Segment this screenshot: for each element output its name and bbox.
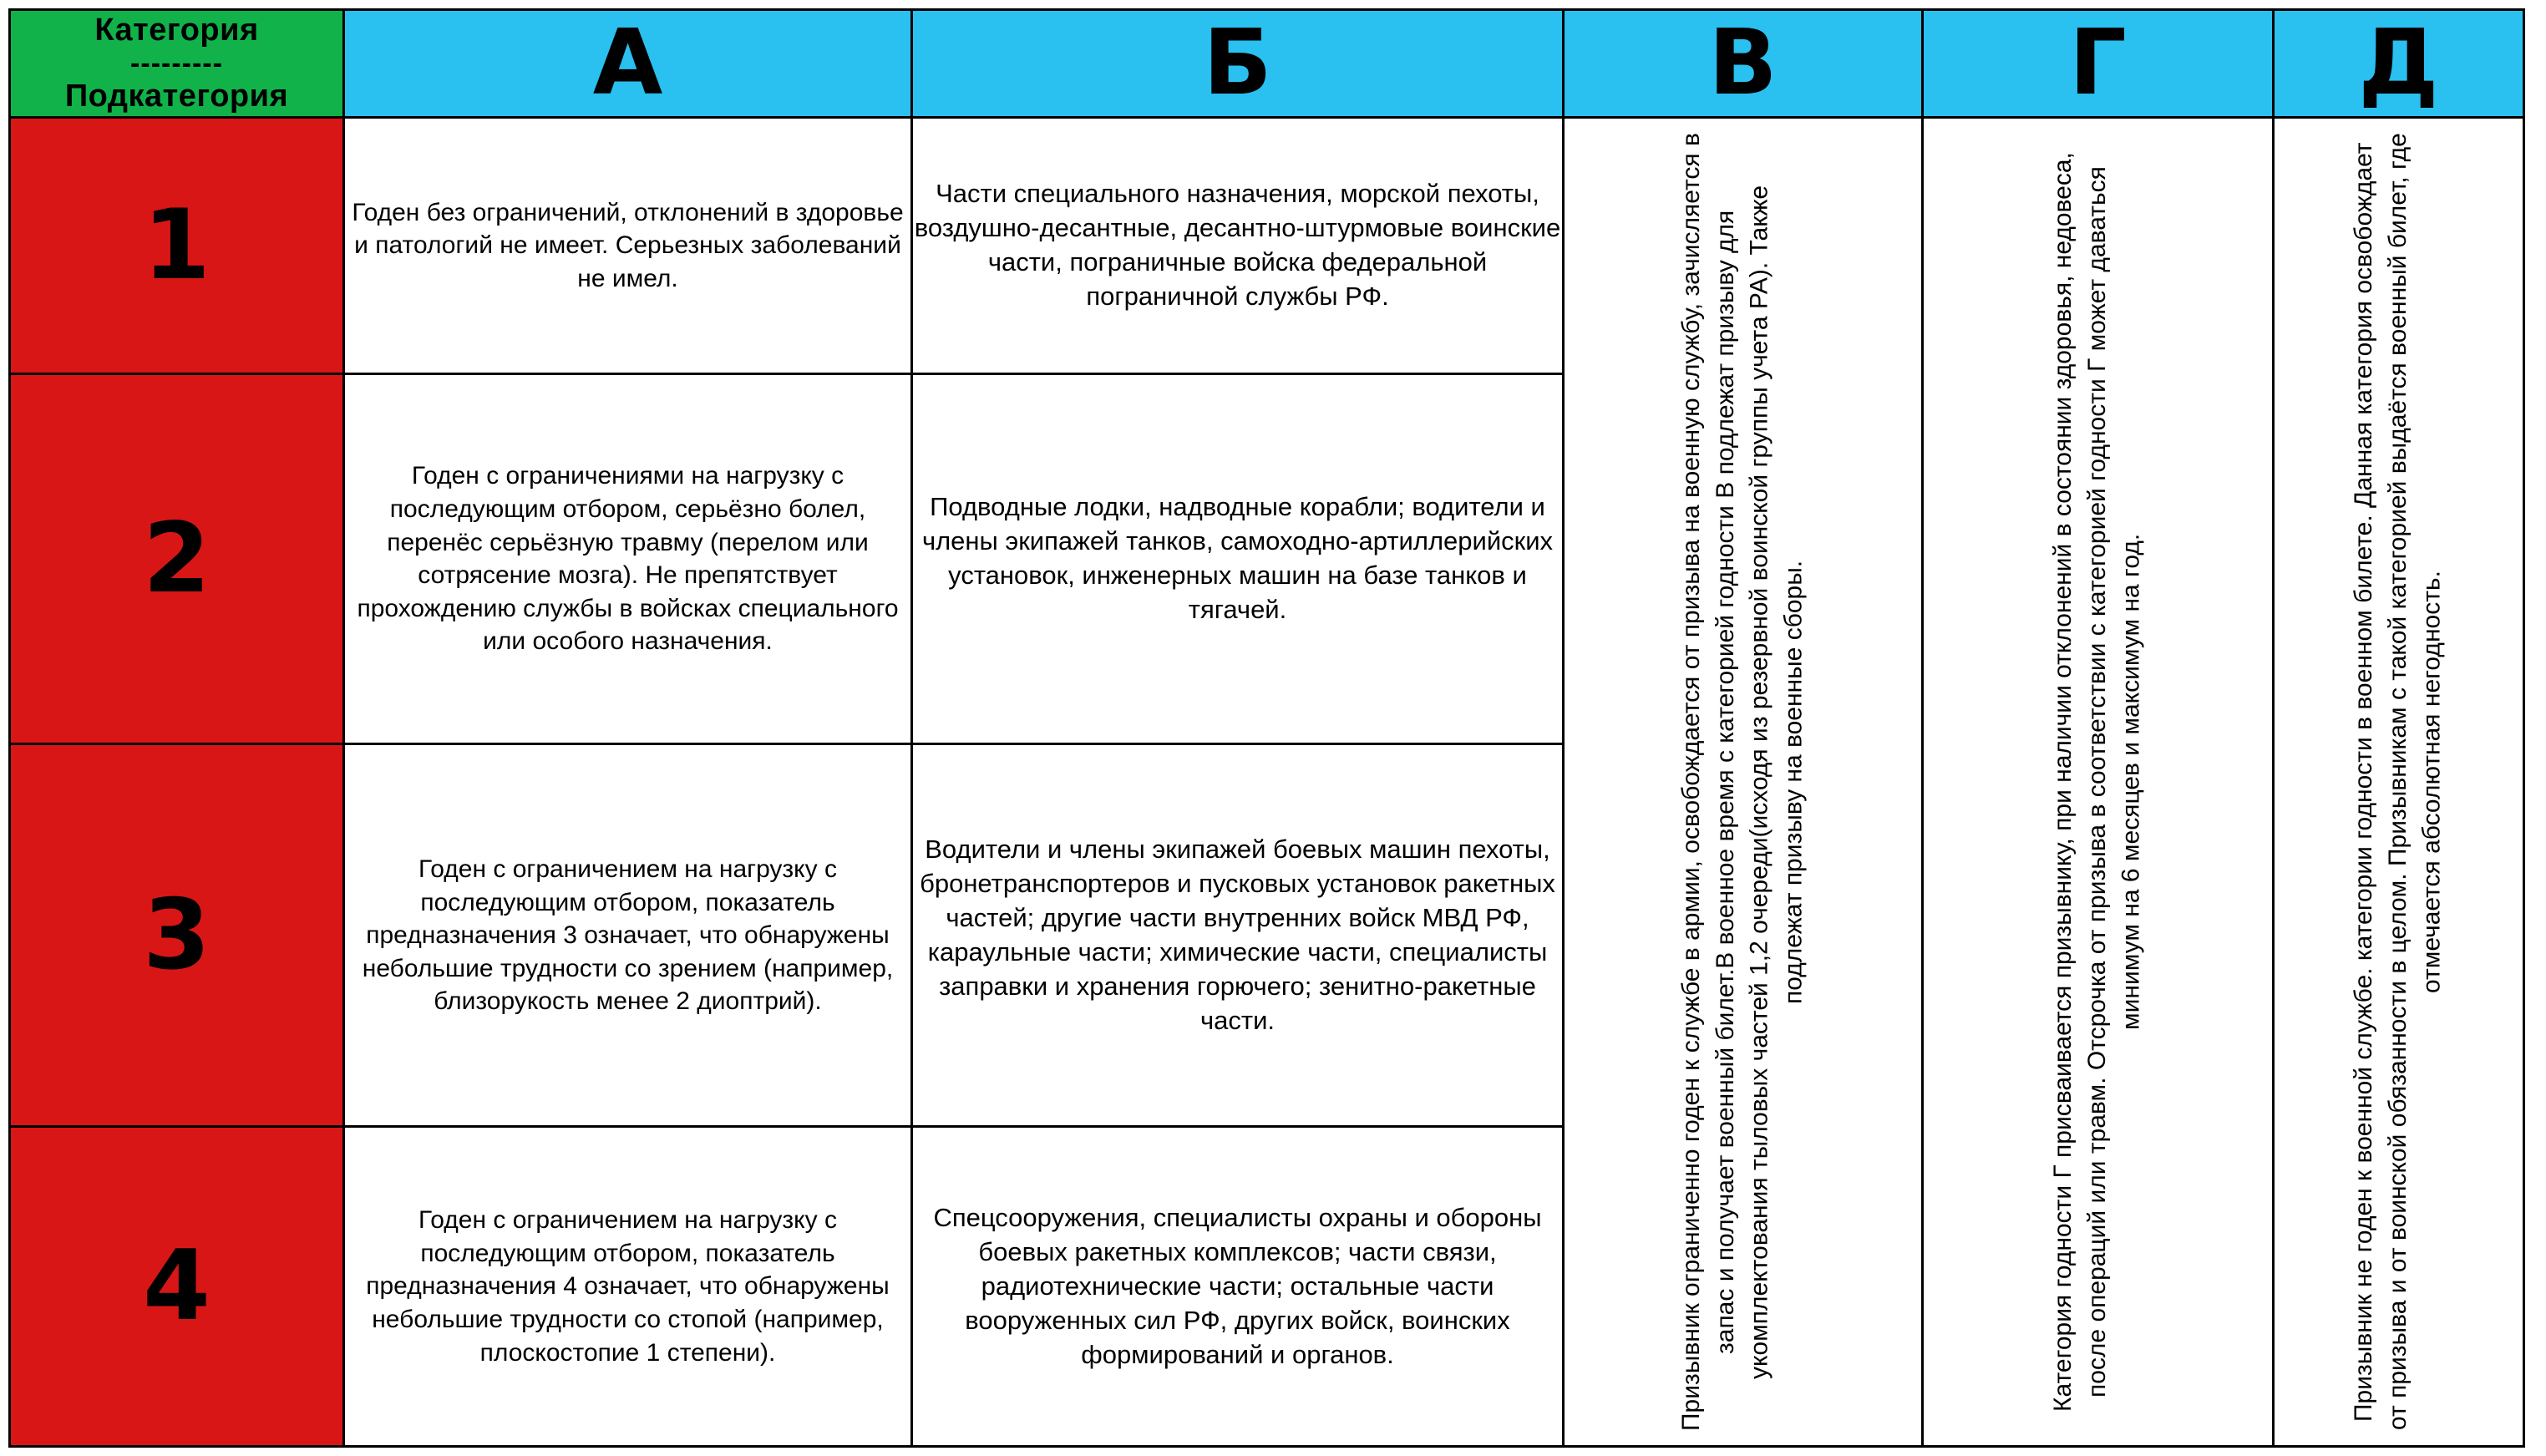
subcategory-number-2: [10, 374, 344, 744]
fitness-categories-table: [8, 8, 2525, 1448]
cell-d-text: Призывник не годен к военной службе. категории годности в военном билете. Данная категория освобождает от призыва и от воинской обязанности в целом. Призывникам с такой категорией выдаётся военный билет, где отмечается абсолютная негодность.: [2350, 133, 2446, 1431]
cell-a-1: [344, 117, 912, 373]
cell-b-4-text: Спецсооружения, специалисты охраны и обороны боевых ракетных комплексов; части связи, радиотехнические части; остальные части вооруженных сил РФ, других войск, воинских формирований и органов.: [933, 1202, 1542, 1369]
header-column-a: [344, 10, 912, 118]
cell-a-1-text: Годен без ограничений, отклонений в здоровье и патологий не имеет. Серьезных заболеваний не имел.: [352, 198, 904, 292]
cell-b-2-text: Подводные лодки, надводные корабли; водители и члены экипажей танков, самоходно-артиллерийских установок, инженерных машин на базе танков и тягачей.: [921, 492, 1554, 625]
subcategory-number-label: 2: [143, 502, 210, 616]
cell-g-merged: [1923, 117, 2274, 1446]
header-column-b: [912, 10, 1564, 118]
header-letter-g: Г: [2069, 11, 2127, 116]
cell-a-3: [344, 744, 912, 1127]
header-category-label: Категория: [94, 13, 259, 48]
cell-a-2-text: Годен с ограничениями на нагрузку с последующим отбором, серьёзно болел, перенёс серьёзную травму (перелом или сотрясение мозга). Не препятствует прохождению службы в войсках специального или особого назначения.: [357, 462, 899, 656]
cell-b-4: [912, 1127, 1564, 1447]
subcategory-number-4: [10, 1127, 344, 1447]
cell-b-2: [912, 374, 1564, 744]
header-column-g: [1923, 10, 2274, 118]
subcategory-number-3: [10, 744, 344, 1127]
header-column-d: [2274, 10, 2524, 118]
cell-v-text: Призывник ограниченно годен к службе в армии, освобождается от призыва на военную службу, зачисляется в запас и получает военный билет.В военное время с категорией годности В подлежат призыву для укомплектования тыловых частей 1,2 очереди(исходя из резервной воинской группы учета РА). Также подлежат призыву на военные сборы.: [1676, 133, 1808, 1431]
cell-a-2: [344, 374, 912, 744]
cell-b-3: [912, 744, 1564, 1127]
cell-a-3-text: Годен с ограничением на нагрузку с последующим отбором, показатель предназначения 3 означает, что обнаружены небольшие трудности со зрением (например, близорукость менее 2 диоптрий).: [362, 855, 894, 1016]
cell-b-1-text: Части специального назначения, морской пехоты, воздушно-десантные, десантно-штурмовые воинские части, пограничные войска федеральной пограничной службы РФ.: [914, 179, 1561, 311]
header-subcategory-label: Подкатегория: [64, 78, 289, 114]
subcategory-number-label: 4: [143, 1230, 210, 1343]
subcategory-number-1: [10, 117, 344, 373]
header-divider-dashes: ---------: [130, 47, 223, 79]
header-letter-d: Д: [2358, 11, 2439, 116]
table-row: [10, 117, 2524, 373]
header-column-v: [1564, 10, 1923, 118]
cell-g-text: Категория годности Г присваивается призывнику, при наличии отклонений в состоянии здоровья, недовеса, после операций или травм. Отсрочка от призыва в соответствии с категорией годности Г может даваться минимум на 6 месяцев и максимум на год.: [2049, 152, 2145, 1412]
header-corner-category-subcategory: [10, 10, 344, 118]
cell-a-4-text: Годен с ограничением на нагрузку с последующим отбором, показатель предназначения 4 означает, что обнаружены небольшие трудности со стопой (например, плоскостопие 1 степени).: [366, 1206, 890, 1367]
header-letter-b: Б: [1203, 11, 1272, 116]
cell-a-4: [344, 1127, 912, 1447]
cell-d-merged: [2274, 117, 2524, 1446]
cell-b-1: [912, 117, 1564, 373]
cell-v-merged: [1564, 117, 1923, 1446]
header-letter-v: В: [1708, 11, 1778, 116]
subcategory-number-label: 1: [143, 188, 210, 302]
cell-b-3-text: Водители и члены экипажей боевых машин пехоты, бронетранспортеров и пусковых установок ракетных частей; другие части внутренних войск МВД РФ, караульные части; химические части, специалисты заправки и хранения горючего; зенитно-ракетные части.: [920, 835, 1555, 1035]
subcategory-number-label: 3: [143, 878, 210, 992]
table-header-row: [10, 10, 2524, 118]
header-letter-a: А: [592, 11, 663, 116]
